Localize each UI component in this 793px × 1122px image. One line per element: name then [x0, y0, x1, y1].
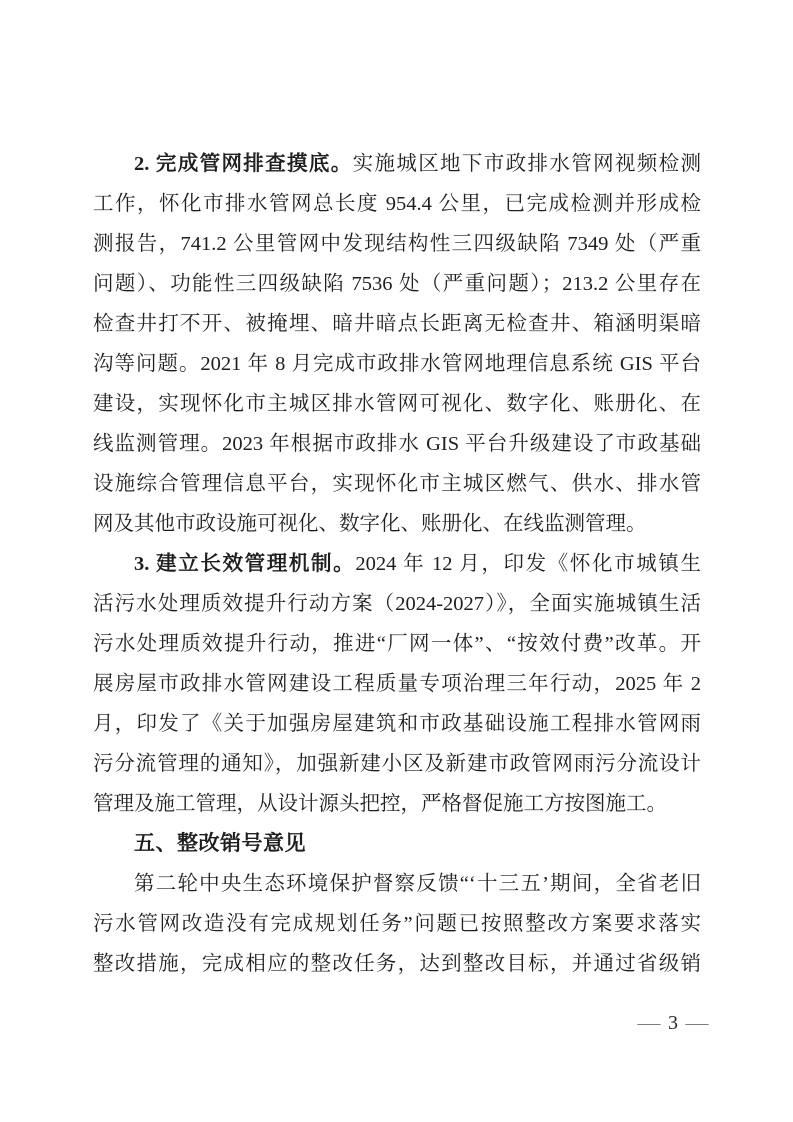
section-heading: 五、整改销号意见: [134, 832, 306, 855]
text-line: 线监测管理。2023 年根据市政排水 GIS 平台升级建设了市政基础: [93, 433, 701, 455]
line-text: 2024 年 12 月，印发《怀化市城镇生: [355, 553, 701, 575]
line-text: 实施城区地下市政排水管网视频检测: [352, 153, 701, 175]
text-line: 沟等问题。2021 年 8 月完成市政排水管网地理信息系统 GIS 平台: [93, 353, 701, 375]
text-line: 污水管网改造没有完成规划任务”问题已按照整改方案要求落实: [93, 913, 701, 935]
text-line: 活污水处理质效提升行动方案（2024-2027）》，全面实施城镇生活: [93, 593, 701, 615]
document-body: [93, 144, 701, 984]
footer-dash-left: —: [637, 1011, 661, 1034]
page-footer: [639, 1010, 707, 1036]
bold-lead-item-3: 3. 建立长效管理机制。: [134, 553, 356, 575]
text-line: 第二轮中央生态环境保护督察反馈“‘十三五’期间，全省老旧: [134, 873, 701, 895]
text-line: 工作，怀化市排水管网总长度 954.4 公里，已完成检测并形成检: [93, 193, 701, 215]
page-number: 3: [668, 1011, 678, 1034]
text-line: 检查井打不开、被掩埋、暗井暗点长距离无检查井、箱涵明渠暗: [93, 313, 701, 335]
text-line: 污水处理质效提升行动，推进“厂网一体”、“按效付费”改革。开: [93, 633, 701, 655]
text-line: 管理及施工管理，从设计源头把控，严格督促施工方按图施工。: [93, 793, 667, 815]
bold-lead-item-2: 2. 完成管网排查摸底。: [134, 153, 353, 175]
text-line: 展房屋市政排水管网建设工程质量专项治理三年行动，2025 年 2: [93, 673, 701, 695]
text-line: 问题）、功能性三四级缺陷 7536 处（严重问题）；213.2 公里存在: [93, 273, 701, 295]
text-line: 月，印发了《关于加强房屋建筑和市政基础设施工程排水管网雨: [93, 713, 701, 735]
text-line: 建设，实现怀化市主城区排水管网可视化、数字化、账册化、在: [93, 393, 701, 415]
text-line: [93, 544, 701, 584]
text-line: 网及其他市政设施可视化、数字化、账册化、在线监测管理。: [93, 513, 647, 535]
text-line: 污分流管理的通知》，加强新建小区及新建市政管网雨污分流设计: [93, 753, 701, 775]
text-line: 测报告，741.2 公里管网中发现结构性三四级缺陷 7349 处（严重: [93, 233, 701, 255]
footer-dash-right: —: [685, 1011, 709, 1034]
text-line: 整改措施，完成相应的整改任务，达到整改目标，并通过省级销: [93, 953, 701, 975]
text-line: 设施综合管理信息平台，实现怀化市主城区燃气、供水、排水管: [93, 473, 701, 495]
text-line: [93, 144, 701, 184]
